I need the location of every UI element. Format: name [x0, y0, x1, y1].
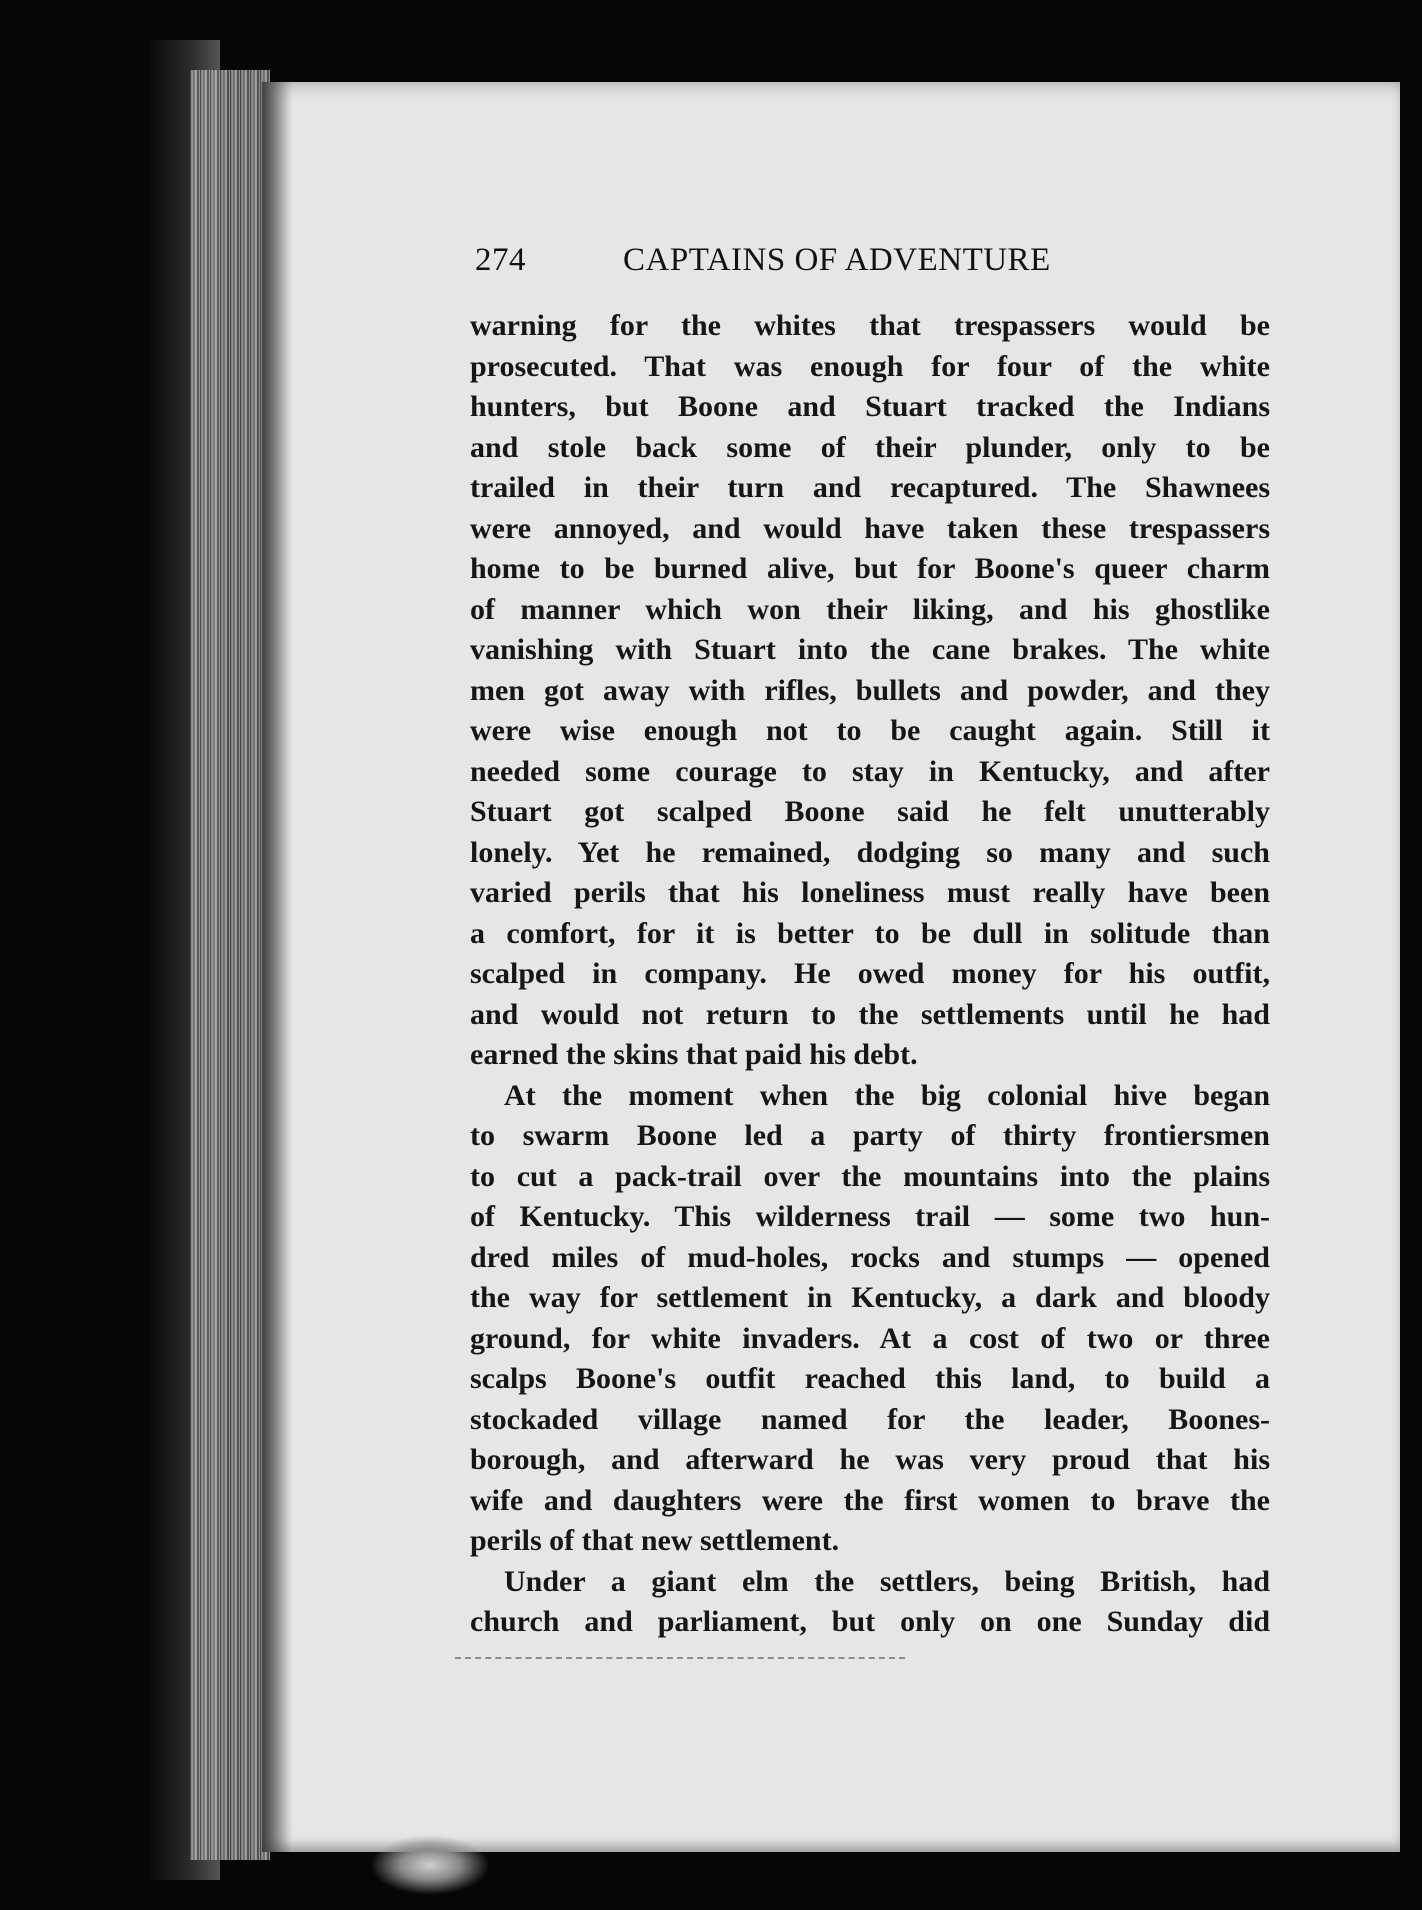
text-line: the way for settlement in Kentucky, a dark and bloody — [470, 1281, 1270, 1314]
page-edges — [190, 70, 270, 1860]
text-line: ground, for white invaders. At a cost of two or three — [470, 1321, 1270, 1355]
page-number: 274 — [475, 242, 526, 278]
gutter-shadow — [262, 82, 292, 1852]
text-line: to swarm Boone led a party of thirty frontiersmen — [470, 1119, 1270, 1152]
text-line: warning for the whites that trespassers would be — [470, 309, 1270, 342]
text-line: were wise enough not to be caught again. Still it — [470, 714, 1270, 747]
text-line: dred miles of mud-holes, rocks and stumps — opened — [470, 1240, 1270, 1274]
scan-smudge — [370, 1835, 490, 1895]
text-line: earned the skins that paid his debt. — [470, 1038, 918, 1071]
text-line: were annoyed, and would have taken these trespassers — [470, 511, 1270, 545]
text-line: lonely. Yet he remained, dodging so many and such — [470, 835, 1270, 869]
footer-rule — [455, 1657, 905, 1659]
text-line: trailed in their turn and recaptured. The Shawnees — [470, 471, 1270, 504]
body-text — [470, 306, 1270, 1643]
text-line: of manner which won their liking, and his ghostlike — [470, 592, 1270, 626]
text-line: wife and daughters were the first women to brave the — [470, 1483, 1270, 1517]
text-line: to cut a pack-trail over the mountains into the plains — [470, 1159, 1270, 1193]
paragraph-start-line: At the moment when the big colonial hive began — [504, 1078, 1270, 1112]
text-line: hunters, but Boone and Stuart tracked the Indians — [470, 390, 1270, 423]
text-line: and would not return to the settlements until he had — [470, 997, 1270, 1031]
text-line: home to be burned alive, but for Boone's queer charm — [470, 552, 1270, 585]
text-line: a comfort, for it is better to be dull in solitude than — [470, 916, 1270, 950]
text-line: Stuart got scalped Boone said he felt unutterably — [470, 795, 1270, 828]
text-line: of Kentucky. This wilderness trail — some two hun- — [470, 1200, 1270, 1233]
text-line: prosecuted. That was enough for four of the white — [470, 349, 1270, 383]
text-line: vanishing with Stuart into the cane brakes. The white — [470, 633, 1270, 666]
text-line: varied perils that his loneliness must really have been — [470, 876, 1270, 909]
text-line: needed some courage to stay in Kentucky, and after — [470, 754, 1270, 788]
paragraph-start-line: Under a giant elm the settlers, being British, had — [504, 1564, 1270, 1598]
text-line: borough, and afterward he was very proud that his — [470, 1443, 1270, 1476]
text-line: scalps Boone's outfit reached this land, to build a — [470, 1362, 1270, 1395]
book-title: CAPTAINS OF ADVENTURE — [623, 242, 1051, 278]
text-line: men got away with rifles, bullets and powder, and they — [470, 673, 1270, 707]
text-line: church and parliament, but only on one Sunday did — [470, 1605, 1270, 1638]
text-line: and stole back some of their plunder, only to be — [470, 430, 1270, 464]
text-line: scalped in company. He owed money for his outfit, — [470, 957, 1270, 990]
text-line: stockaded village named for the leader, Boones- — [470, 1402, 1270, 1436]
running-head — [475, 242, 1135, 282]
text-line: perils of that new settlement. — [470, 1524, 840, 1557]
